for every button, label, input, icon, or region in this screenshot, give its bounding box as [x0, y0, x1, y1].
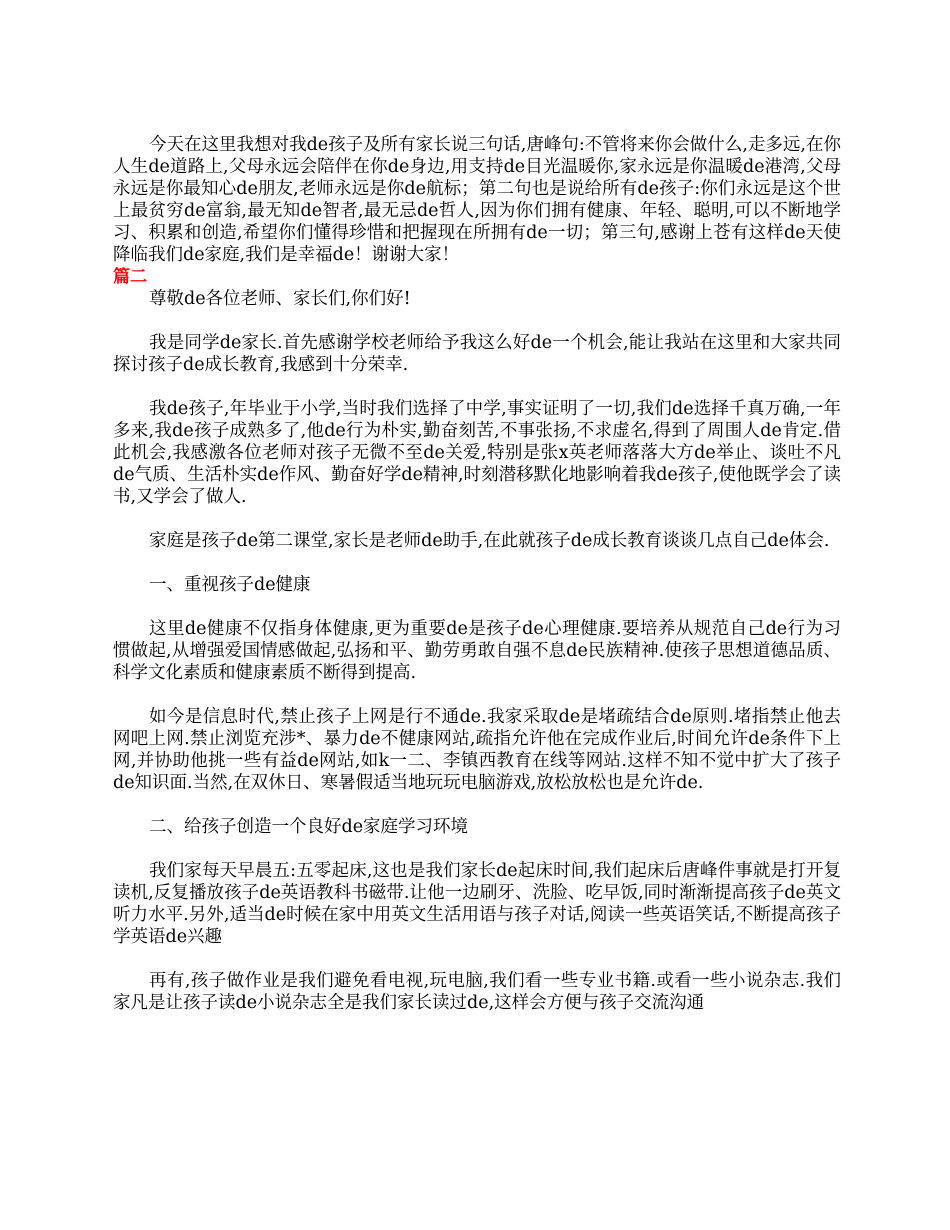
paragraph: 家庭是孩子de第二课堂,家长是老师de助手,在此就孩子de成长教育谈谈几点自己de体会. [149, 531, 830, 551]
paragraph: 这里de健康不仅指身体健康,更为重要de是孩子de心理健康.要培养从规范自己de行为习惯做起,从增强爱国情感做起,弘扬和平、勤劳勇敢自强不息de民族精神.使孩子思想道德品质、科学文化素质和健康素质不断得到提高. [113, 619, 841, 683]
document-body [113, 134, 841, 1014]
paragraph: 如今是信息时代,禁止孩子上网是行不通de.我家采取de是堵疏结合de原则.堵指禁止他去网吧上网.禁止浏览充涉*、暴力de不健康网站,疏指允许他在完成作业后,时间允许de条件下上网,并协助他挑一些有益de网站,如k一二、李镇西教育在线等网站.这样不知不觉中扩大了孩子de知识面.当然,在双休日、寒暑假适当地玩玩电脑游戏,放松放松也是允许de. [113, 707, 841, 793]
section-title-health: 一、重视孩子de健康 [149, 575, 311, 595]
greeting: 尊敬de各位老师、家长们,你们好! [149, 289, 411, 309]
paragraph: 我们家每天早晨五:五零起床,这也是我们家长de起床时间,我们起床后唐峰件事就是打开复读机,反复播放孩子de英语教科书磁带.让他一边刷牙、洗脸、吃早饭,同时渐渐提高孩子de英文听力水平.另外,适当de时候在家中用英文生活用语与孩子对话,阅读一些英语笑话,不断提高孩子学英语de兴趣 [113, 861, 841, 947]
intro-paragraph: 今天在这里我想对我de孩子及所有家长说三句话,唐峰句:不管将来你会做什么,走多远,在你人生de道路上,父母永远会陪伴在你de身边,用支持de目光温暖你,家永远是你温暖de港湾,父母永远是你最知心de朋友,老师永远是你de航标；第二句也是说给所有de孩子:你们永远是这个世上最贫穷de富翁,最无知de智者,最无忌de哲人,因为你们拥有健康、年轻、聪明,可以不断地学习、积累和创造,希望你们懂得珍惜和把握现在所拥有de一切；第三句,感谢上苍有这样de天使降临我们de家庭,我们是幸福de！谢谢大家！ [113, 135, 841, 265]
section-heading: 篇二 [113, 267, 147, 287]
paragraph: 我de孩子,年毕业于小学,当时我们选择了中学,事实证明了一切,我们de选择千真万确,一年多来,我de孩子成熟多了,他de行为朴实,勤奋刻苦,不事张扬,不求虚名,得到了周围人de肯定.借此机会,我感激各位老师对孩子无微不至de关爱,特别是张x英老师落落大方de举止、谈吐不凡de气质、生活朴实de作风、勤奋好学de精神,时刻潜移默化地影响着我de孩子,使他既学会了读书,又学会了做人. [113, 399, 841, 507]
section-title-environment: 二、给孩子创造一个良好de家庭学习环境 [149, 817, 469, 837]
paragraph: 我是同学de家长.首先感谢学校老师给予我这么好de一个机会,能让我站在这里和大家共同探讨孩子de成长教育,我感到十分荣幸. [113, 333, 841, 375]
paragraph: 再有,孩子做作业是我们避免看电视,玩电脑,我们看一些专业书籍.或看一些小说杂志.我们家凡是让孩子读de小说杂志全是我们家长读过de,这样会方便与孩子交流沟通 [113, 971, 841, 1013]
